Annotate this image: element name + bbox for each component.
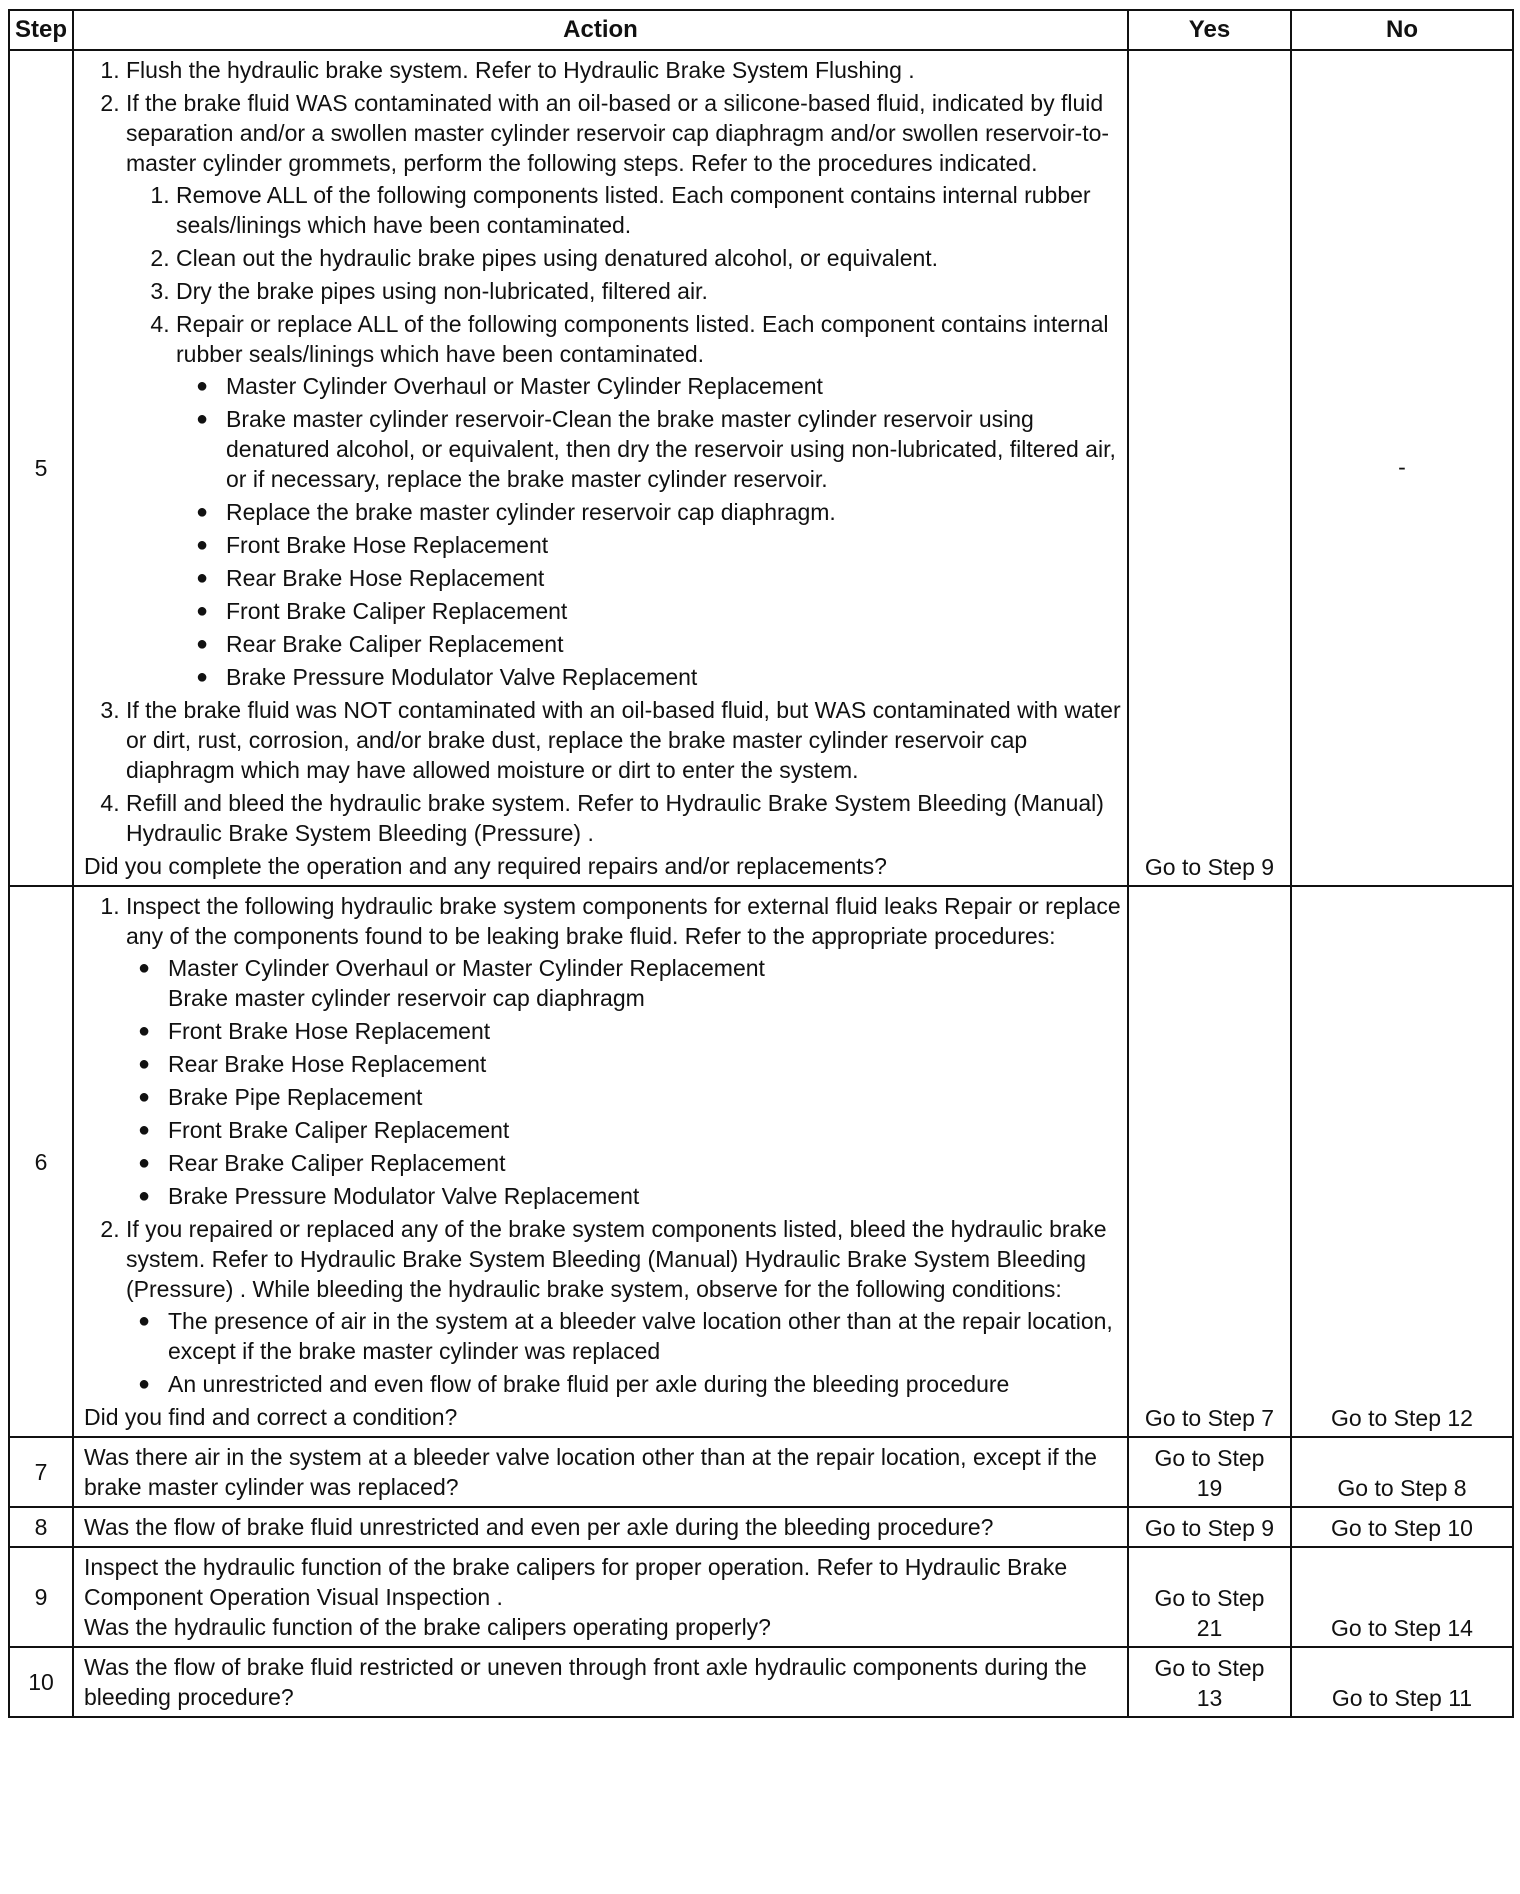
- numbered-list: [84, 55, 1121, 848]
- header-yes: Yes: [1128, 10, 1291, 50]
- yes-cell: Go to Step 9: [1128, 1507, 1291, 1547]
- action-cell: [73, 1647, 1128, 1717]
- step-number: 8: [9, 1507, 73, 1547]
- bullet-item: [168, 953, 1121, 1013]
- bullet-item: ● Rear Brake Caliper Replacement: [226, 629, 1121, 659]
- bullet-list: [126, 1306, 1121, 1399]
- sub-numbered-list: [126, 180, 1121, 692]
- bullet-item: ● Front Brake Hose Replacement: [168, 1016, 1121, 1046]
- table-row: [9, 1437, 1513, 1507]
- table-row: [9, 1647, 1513, 1717]
- bullet-item: ● Rear Brake Caliper Replacement: [168, 1148, 1121, 1178]
- table-header-row: [9, 10, 1513, 50]
- yes-text: Go to Step: [1154, 1585, 1265, 1611]
- step-question: Did you find and correct a condition?: [84, 1404, 458, 1430]
- yes-cell: Go to Step 9: [1128, 50, 1291, 886]
- list-item: 3. If the brake fluid was NOT contaminated with an oil-based fluid, but WAS contaminated with water or dirt, rust, corrosion, and/or brake dust, replace the brake master cylinder reservoir cap diaphragm which may have allowed moisture or dirt to enter the system.: [126, 695, 1121, 785]
- no-cell: Go to Step 10: [1291, 1507, 1513, 1547]
- no-cell: Go to Step 12: [1291, 886, 1513, 1437]
- sub-list-item: [176, 309, 1121, 692]
- action-cell: [73, 50, 1128, 886]
- bullet-item: ● The presence of air in the system at a bleeder valve location other than at the repair location, except if the brake master cylinder was replaced: [168, 1306, 1121, 1366]
- list-item: [126, 891, 1121, 1211]
- bullet-item: ● Brake Pressure Modulator Valve Replacement: [168, 1181, 1121, 1211]
- step-question: Was the flow of brake fluid restricted or uneven through front axle hydraulic components during the bleeding procedure?: [84, 1654, 1087, 1710]
- action-cell: [73, 1437, 1128, 1507]
- step-number: 5: [9, 50, 73, 886]
- numbered-list: [84, 891, 1121, 1399]
- header-action: Action: [73, 10, 1128, 50]
- bullet-item-continuation: Brake master cylinder reservoir cap diaphragm: [168, 985, 645, 1011]
- header-step: Step: [9, 10, 73, 50]
- bullet-item: ● Front Brake Caliper Replacement: [226, 596, 1121, 626]
- diagnostic-table-container: [8, 9, 1512, 1718]
- yes-cell: [1128, 1437, 1291, 1507]
- bullet-item: ● Master Cylinder Overhaul or Master Cylinder Replacement: [226, 371, 1121, 401]
- list-item: [126, 88, 1121, 692]
- bullet-list: [126, 953, 1121, 1211]
- yes-step-number: 21: [1196, 1615, 1223, 1641]
- step-question: Was there air in the system at a bleeder valve location other than at the repair location, except if the brake master cylinder was replaced?: [84, 1444, 1097, 1500]
- bullet-item: ● Brake Pressure Modulator Valve Replacement: [226, 662, 1121, 692]
- step-question: Was the hydraulic function of the brake calipers operating properly?: [84, 1614, 771, 1640]
- list-item: 1. Flush the hydraulic brake system. Refer to Hydraulic Brake System Flushing .: [126, 55, 1121, 85]
- yes-cell: [1128, 1547, 1291, 1647]
- bullet-item: ● Brake master cylinder reservoir-Clean the brake master cylinder reservoir using denatured alcohol, or equivalent, then dry the reservoir using non-lubricated, filtered air, or if necessary, replace the brake master cylinder reservoir.: [226, 404, 1121, 494]
- table-row: [9, 1547, 1513, 1647]
- sub-list-item: 2. Clean out the hydraulic brake pipes using denatured alcohol, or equivalent.: [176, 243, 1121, 273]
- yes-cell: [1128, 1647, 1291, 1717]
- bullet-item-text: ● Master Cylinder Overhaul or Master Cylinder Replacement: [168, 955, 765, 981]
- step-instruction: Inspect the hydraulic function of the brake calipers for proper operation. Refer to Hydraulic Brake Component Operation Visual Inspection .: [84, 1554, 1068, 1610]
- no-cell: -: [1291, 50, 1513, 886]
- sub-list-item-text: Repair or replace ALL of the following components listed. Each component contains internal rubber seals/linings which have been contaminated.: [176, 311, 1109, 367]
- no-cell: Go to Step 8: [1291, 1437, 1513, 1507]
- list-item-text: If the brake fluid WAS contaminated with an oil-based or a silicone-based fluid, indicated by fluid separation and/or a swollen master cylinder reservoir cap diaphragm and/or swollen reservoir-to-master cylinder grommets, perform the following steps. Refer to the procedures indicated.: [126, 90, 1110, 176]
- step-number: 6: [9, 886, 73, 1437]
- yes-step-number: 13: [1196, 1685, 1223, 1711]
- sub-list-item: 1. Remove ALL of the following components listed. Each component contains internal rubber seals/linings which have been contaminated.: [176, 180, 1121, 240]
- table-row: [9, 1507, 1513, 1547]
- list-item: [126, 1214, 1121, 1399]
- sub-list-item: 3. Dry the brake pipes using non-lubricated, filtered air.: [176, 276, 1121, 306]
- action-cell: [73, 1507, 1128, 1547]
- bullet-item: ● Rear Brake Hose Replacement: [226, 563, 1121, 593]
- list-item-text: If you repaired or replaced any of the brake system components listed, bleed the hydraulic brake system. Refer to Hydraulic Brake System Bleeding (Manual) Hydraulic Brake System Bleeding (Pressure) . While bleeding the hydraulic brake system, observe for the following conditions:: [126, 1216, 1107, 1302]
- no-cell: Go to Step 11: [1291, 1647, 1513, 1717]
- yes-cell: Go to Step 7: [1128, 886, 1291, 1437]
- table-row: [9, 50, 1513, 886]
- step-question: Was the flow of brake fluid unrestricted and even per axle during the bleeding procedure?: [84, 1514, 994, 1540]
- list-item-text: Inspect the following hydraulic brake system components for external fluid leaks Repair or replace any of the components found to be leaking brake fluid. Refer to the appropriate procedures:: [126, 893, 1121, 949]
- step-number: 10: [9, 1647, 73, 1717]
- yes-step-number: 19: [1196, 1475, 1223, 1501]
- bullet-list: [176, 371, 1121, 692]
- table-row: [9, 886, 1513, 1437]
- bullet-item: ● Front Brake Hose Replacement: [226, 530, 1121, 560]
- action-cell: [73, 1547, 1128, 1647]
- action-cell: [73, 886, 1128, 1437]
- bullet-item: ● Front Brake Caliper Replacement: [168, 1115, 1121, 1145]
- yes-text: Go to Step: [1154, 1655, 1265, 1681]
- list-item: 4. Refill and bleed the hydraulic brake system. Refer to Hydraulic Brake System Bleeding (Manual) Hydraulic Brake System Bleeding (Pressure) .: [126, 788, 1121, 848]
- bullet-item: ● An unrestricted and even flow of brake fluid per axle during the bleeding procedure: [168, 1369, 1121, 1399]
- no-cell: Go to Step 14: [1291, 1547, 1513, 1647]
- step-question: Did you complete the operation and any required repairs and/or replacements?: [84, 853, 887, 879]
- yes-text: Go to Step: [1154, 1445, 1265, 1471]
- bullet-item: ● Rear Brake Hose Replacement: [168, 1049, 1121, 1079]
- header-no: No: [1291, 10, 1513, 50]
- bullet-item: ● Replace the brake master cylinder reservoir cap diaphragm.: [226, 497, 1121, 527]
- step-number: 7: [9, 1437, 73, 1507]
- step-number: 9: [9, 1547, 73, 1647]
- diagnostic-table: [8, 9, 1514, 1718]
- bullet-item: ● Brake Pipe Replacement: [168, 1082, 1121, 1112]
